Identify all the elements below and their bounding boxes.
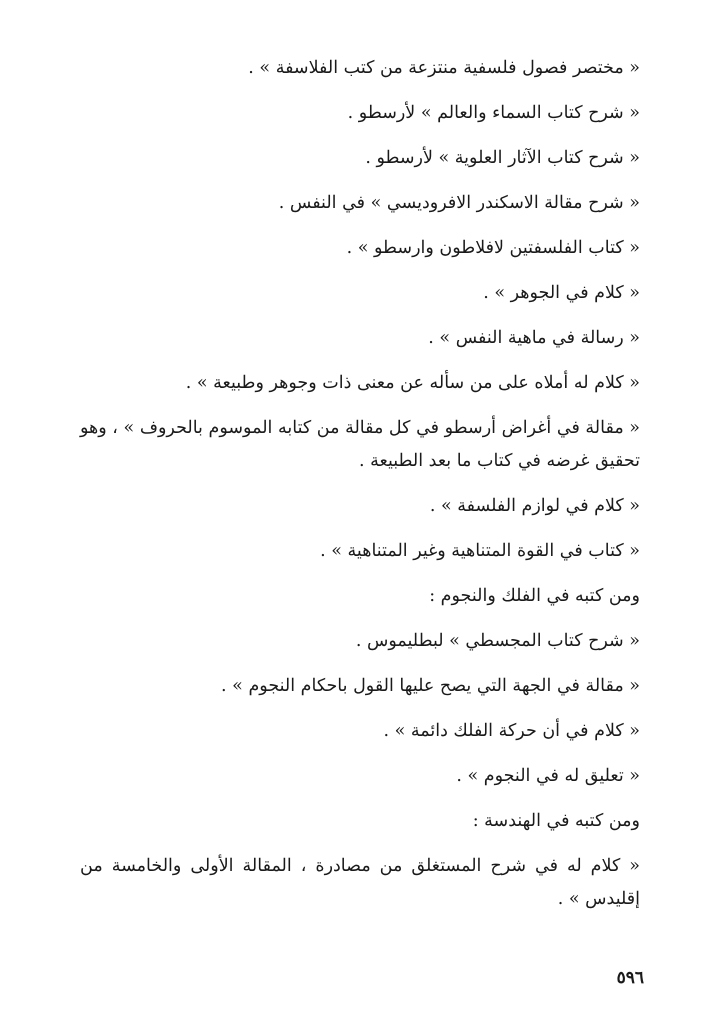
page-number: ٥٩٦	[616, 968, 644, 988]
entry-line: « مقالة في الجهة التي يصح عليها القول باحكام النجوم » .	[221, 676, 640, 696]
entry-line: « كلام في الجوهر » .	[483, 283, 640, 303]
entry-paragraph: « مقالة في أغراض أرسطو في كل مقالة من كتابه الموسوم بالحروف » ، وهو تحقيق غرضه في كتاب ما بعد الطبيعة .	[80, 418, 640, 471]
entry-line: « شرح مقالة الاسكندر الافروديسي » في النفس .	[278, 193, 640, 213]
section-heading: ومن كتبه في الفلك والنجوم :	[429, 586, 640, 606]
entry-line: « شرح كتاب الآثار العلوية » لأرسطو .	[365, 148, 640, 168]
entry-line: « كلام له أملاه على من سأله عن معنى ذات وجوهر وطبيعة » .	[185, 373, 640, 393]
text-body	[80, 52, 640, 928]
entry-paragraph: « كلام له في شرح المستغلق من مصادرة ، المقالة الأولى والخامسة من إقليدس » .	[80, 856, 640, 909]
entry-line: « مختصر فصول فلسفية منتزعة من كتب الفلاسفة » .	[248, 58, 640, 78]
entry-line: « شرح كتاب المجسطي » لبطليموس .	[355, 631, 640, 651]
entry-line: « كلام في لوازم الفلسفة » .	[429, 496, 640, 516]
entry-line: « شرح كتاب السماء والعالم » لأرسطو .	[347, 103, 640, 123]
entry-line: « كتاب في القوة المتناهية وغير المتناهية » .	[320, 541, 640, 561]
entry-line: « رسالة في ماهية النفس » .	[428, 328, 640, 348]
entry-line: « كتاب الفلسفتين لافلاطون وارسطو » .	[346, 238, 640, 258]
entry-line: « تعليق له في النجوم » .	[456, 766, 640, 786]
section-heading: ومن كتبه في الهندسة :	[472, 811, 640, 831]
entry-line: « كلام في أن حركة الفلك دائمة » .	[383, 721, 640, 741]
